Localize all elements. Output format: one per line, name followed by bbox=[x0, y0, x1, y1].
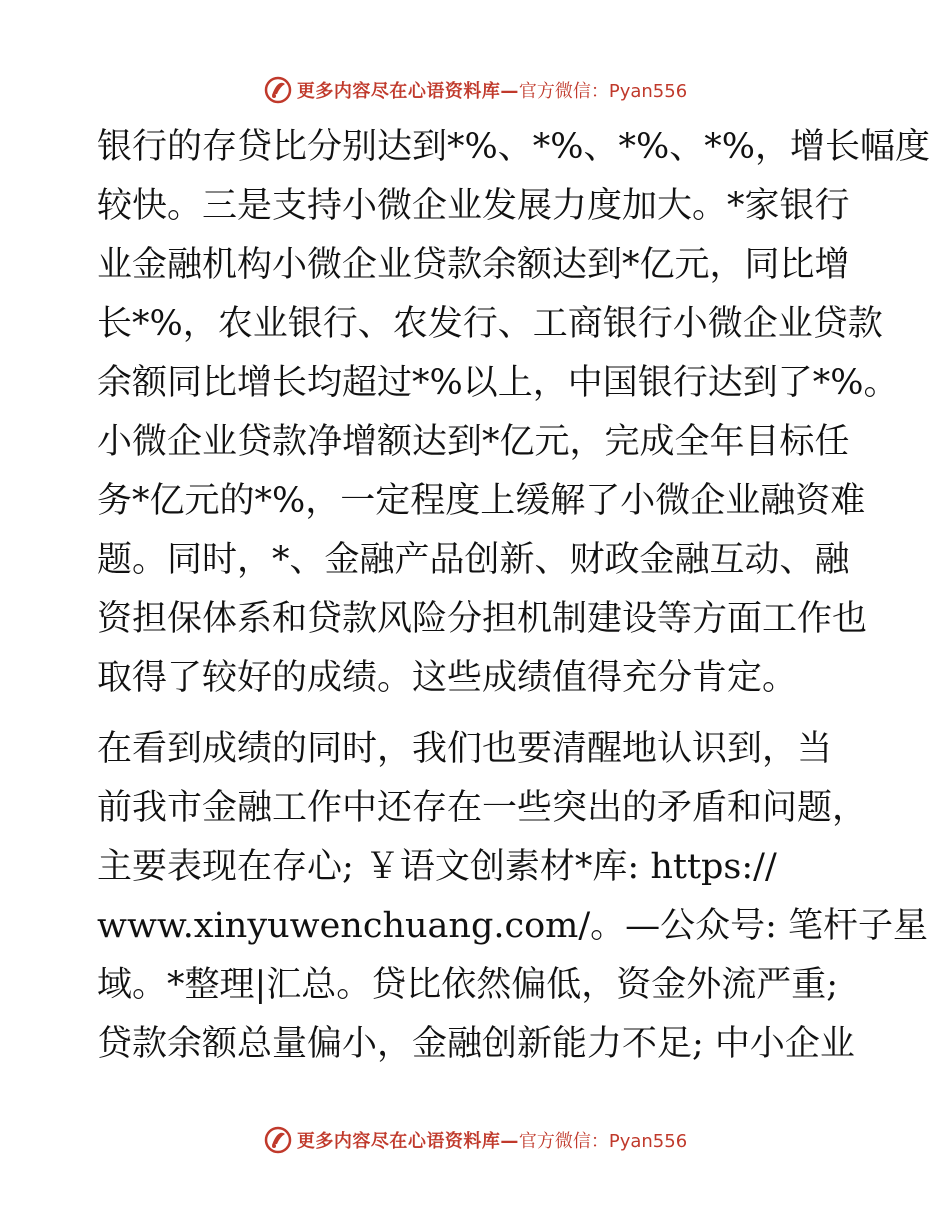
text-line: 贷款余额总量偏小，金融创新能力不足; 中小企业 bbox=[97, 1024, 855, 1064]
brand-logo-icon bbox=[263, 1125, 293, 1155]
text-line: 务*亿元的*%，一定程度上缓解了小微企业融资难 bbox=[97, 481, 866, 521]
brand-logo-icon bbox=[263, 75, 293, 105]
text-line: 业金融机构小微企业贷款余额达到*亿元，同比增 bbox=[97, 245, 850, 285]
text-line: www.xinyuwenchuang.com/。—公众号: 笔杆子星 bbox=[97, 906, 929, 946]
text-line: 主要表现在存心; ￥语文创素材*库: https:// bbox=[97, 847, 777, 887]
header-watermark-banner bbox=[0, 72, 950, 108]
document-body bbox=[97, 118, 931, 1074]
paragraph-1 bbox=[97, 118, 931, 708]
banner-text: 更多内容尽在心语资料库— bbox=[296, 81, 519, 102]
text-line: 长*%，农业银行、农发行、工商银行小微企业贷款 bbox=[97, 304, 883, 344]
footer-watermark-banner bbox=[0, 1122, 950, 1158]
text-line: 小微企业贷款净增额达到*亿元，完成全年目标任 bbox=[97, 422, 850, 462]
paragraph-2 bbox=[97, 720, 929, 1074]
text-line: 银行的存贷比分别达到*%、*%、*%、*%，增长幅度 bbox=[97, 127, 931, 167]
text-line: 取得了较好的成绩。这些成绩值得充分肯定。 bbox=[97, 658, 798, 698]
text-line: 余额同比增长均超过*%以上，中国银行达到了*%。 bbox=[97, 363, 899, 403]
text-line: 在看到成绩的同时，我们也要清醒地认识到，当 bbox=[97, 729, 833, 769]
text-line: 较快。三是支持小微企业发展力度加大。*家银行 bbox=[97, 186, 850, 226]
text-line: 前我市金融工作中还存在一些突出的矛盾和问题， bbox=[97, 788, 868, 828]
text-line: 题。同时，*、金融产品创新、财政金融互动、融 bbox=[97, 540, 850, 580]
banner-contact: 官方微信：Pyan556 bbox=[518, 1131, 688, 1152]
banner-text: 更多内容尽在心语资料库— bbox=[296, 1131, 519, 1152]
text-line: 资担保体系和贷款风险分担机制建设等方面工作也 bbox=[97, 599, 868, 639]
paragraph-gap bbox=[97, 708, 857, 720]
text-line: 域。*整理|汇总。贷比依然偏低，资金外流严重; bbox=[97, 965, 839, 1005]
banner-contact: 官方微信：Pyan556 bbox=[518, 81, 688, 102]
